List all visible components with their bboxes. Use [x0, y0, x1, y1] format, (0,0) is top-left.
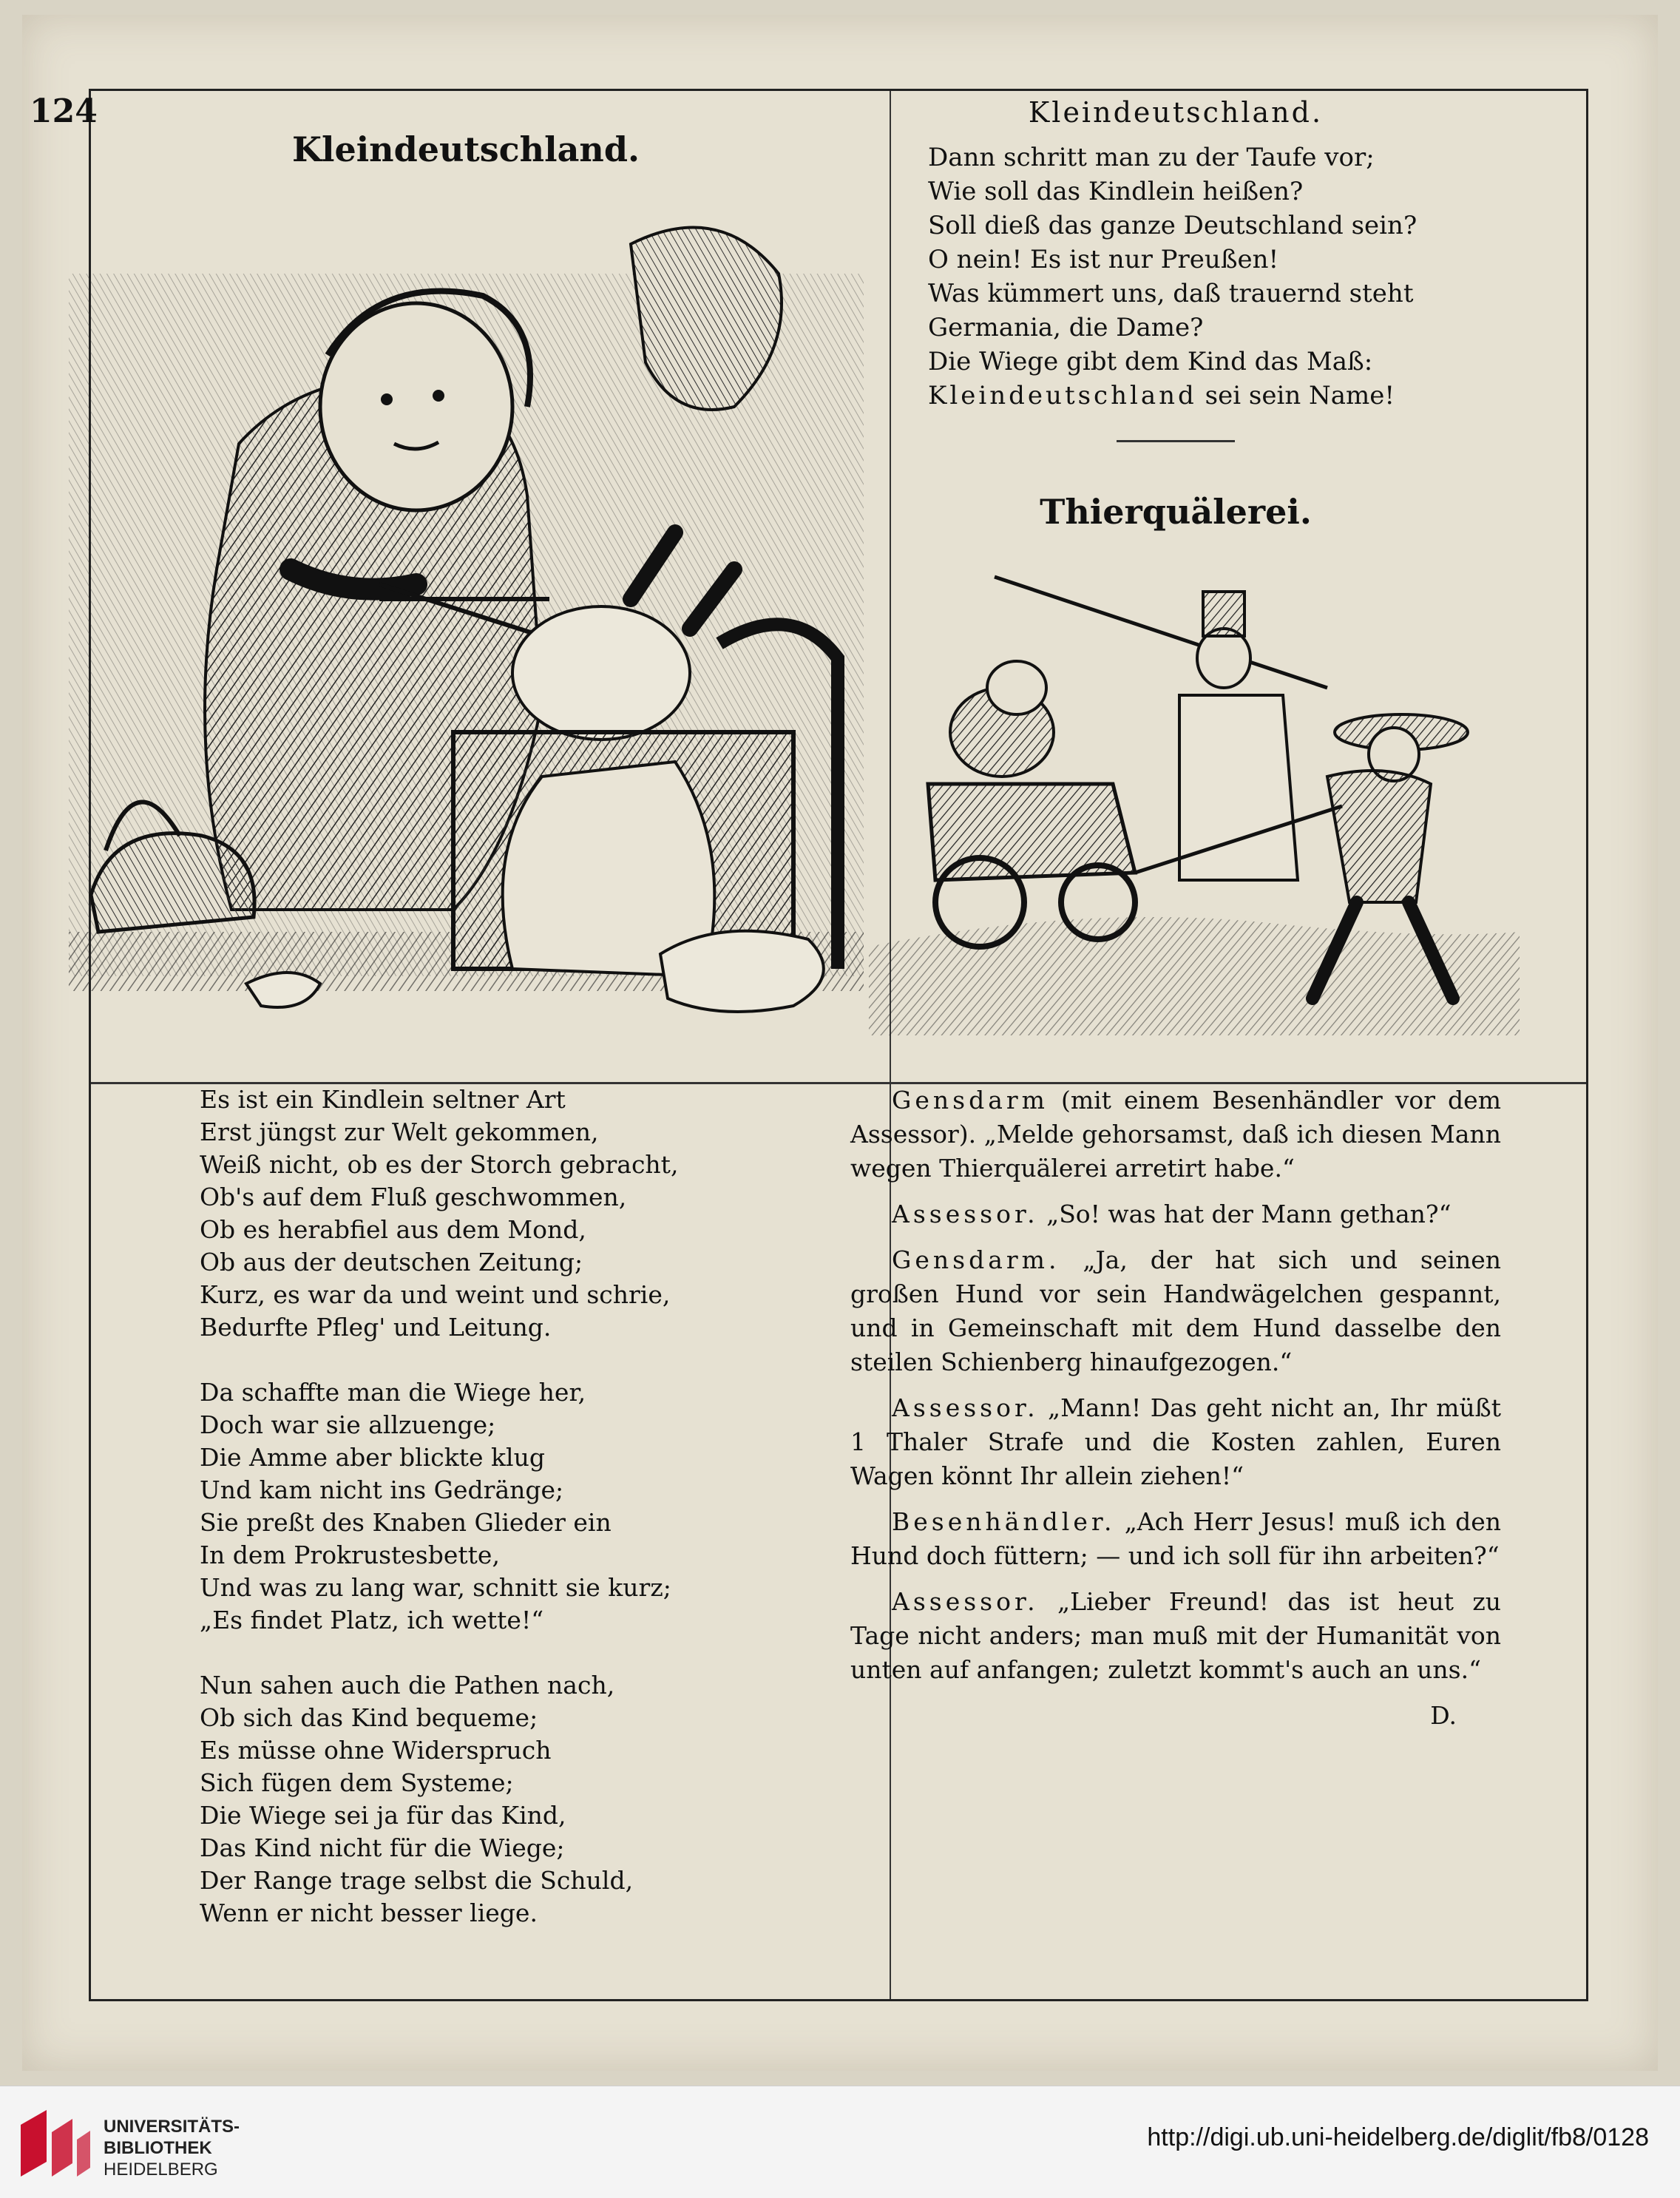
poem-line: Ob aus der deutschen Zeitung;	[200, 1248, 583, 1276]
poem-line: Nun sahen auch die Pathen nach,	[200, 1671, 615, 1700]
author-signature: D.	[1430, 1701, 1457, 1730]
page-number: 124	[30, 92, 98, 130]
poem-line: Es müsse ohne Widerspruch	[200, 1736, 552, 1765]
poem-line: Wie soll das Kindlein heißen?	[928, 177, 1304, 206]
stanza	[200, 1083, 678, 1344]
dialogue-paragraph	[850, 1083, 1501, 1186]
poem-line: Sich fügen dem Systeme;	[200, 1768, 514, 1797]
dialogue-text: „Lieber Freund! das ist heut zu Tage nicht anders; man muß mit der Humanität von unten auf anfangen; zuletzt kommt's auch an uns.“	[850, 1587, 1501, 1684]
poem-line: „Es findet Platz, ich wette!“	[200, 1606, 544, 1634]
permalink-url[interactable]: http://digi.ub.uni-heidelberg.de/diglit/fb8/0128	[1147, 2123, 1649, 2151]
poem-kleindeutschland	[200, 1083, 678, 1962]
library-name[interactable]	[104, 2116, 240, 2180]
poem-line: Die Amme aber blickte klug	[200, 1443, 545, 1472]
line-rest: sei sein Name!	[1196, 381, 1395, 410]
dialogue-text: „Mann! Das geht nicht an, Ihr müßt 1 Thaler Strafe und die Kosten zahlen, Euren Wagen könnt Ihr allein ziehen!“	[850, 1393, 1501, 1490]
viewer-footer	[0, 2086, 1680, 2198]
poem-line: Weiß nicht, ob es der Storch gebracht,	[200, 1150, 679, 1179]
speaker-name: Assessor.	[892, 1200, 1039, 1228]
library-name-line: UNIVERSITÄTS-	[104, 2117, 240, 2137]
poem-line: Dann schritt man zu der Taufe vor;	[928, 143, 1375, 172]
woodcut-nurse-cradle-illustration	[69, 185, 864, 1050]
dialogue-text: „Ja, der hat sich und seinen großen Hund vor sein Handwägelchen gespannt, und in Gemeinschaft mit dem Hund dasselbe den steilen Schienberg hinaufgezogen.“	[850, 1245, 1501, 1376]
poem-line: Da schaffte man die Wiege her,	[200, 1378, 586, 1407]
stanza	[200, 1376, 678, 1637]
poem-line-final	[928, 379, 1417, 413]
poem-line: Der Range trage selbst die Schuld,	[200, 1866, 634, 1895]
poem-line: Kurz, es war da und weint und schrie,	[200, 1280, 671, 1309]
library-name-line: BIBLIOTHEK	[104, 2138, 212, 2158]
dialogue-text: „Ach Herr Jesus! muß ich den Hund doch füttern; — und ich soll für ihn arbeiten?“	[850, 1507, 1501, 1570]
speaker-name: Assessor.	[892, 1393, 1039, 1422]
dialogue-thierquaelerei	[850, 1083, 1501, 1733]
poem-line: Wenn er nicht besser liege.	[200, 1898, 538, 1927]
poem-line: In dem Prokrustesbette,	[200, 1541, 500, 1569]
article-title-right: Thierquälerei.	[1040, 492, 1312, 532]
running-head: Kleindeutschland.	[1028, 96, 1324, 129]
poem-line: Die Wiege gibt dem Kind das Maß:	[928, 347, 1373, 376]
poem-line: Bedurfte Pfleg' und Leitung.	[200, 1313, 552, 1342]
article-title-left: Kleindeutschland.	[291, 129, 640, 169]
poem-continuation	[928, 141, 1417, 413]
poem-line: Ob sich das Kind bequeme;	[200, 1703, 538, 1732]
dialogue-paragraph	[850, 1585, 1501, 1687]
section-separator	[1117, 440, 1235, 442]
dialogue-text: (mit einem Besenhändler vor dem Assessor). „Melde gehorsamst, daß ich diesen Mann wegen Thierquälerei arretirt habe.“	[850, 1086, 1501, 1183]
speaker-name: Besenhändler.	[892, 1507, 1116, 1536]
poem-line: Das Kind nicht für die Wiege;	[200, 1833, 565, 1862]
poem-line: Die Wiege sei ja für das Kind,	[200, 1801, 566, 1830]
poem-line: Soll dieß das ganze Deutschland sein?	[928, 211, 1418, 240]
poem-line: Sie preßt des Knaben Glieder ein	[200, 1508, 612, 1537]
stanza	[200, 1669, 678, 1930]
poem-line: Ob es herabfiel aus dem Mond,	[200, 1215, 586, 1244]
dialogue-paragraph	[850, 1391, 1501, 1493]
poem-line: Und was zu lang war, schnitt sie kurz;	[200, 1573, 671, 1602]
woodcut-dog-cart-illustration	[869, 562, 1520, 1050]
poem-line: Es ist ein Kindlein seltner Art	[200, 1085, 566, 1114]
speaker-name: Gensdarm	[892, 1086, 1049, 1115]
poem-line: Ob's auf dem Fluß geschwommen,	[200, 1183, 627, 1211]
poem-line: O nein! Es ist nur Preußen!	[928, 245, 1279, 274]
library-name-line: HEIDELBERG	[104, 2160, 218, 2180]
dialogue-paragraph	[850, 1197, 1501, 1231]
dialogue-paragraph	[850, 1243, 1501, 1379]
poem-line: Was kümmert uns, daß trauernd steht	[928, 279, 1414, 308]
library-logo-icon[interactable]	[13, 2103, 95, 2184]
speaker-name: Assessor.	[892, 1587, 1039, 1616]
poem-line: Germania, die Dame?	[928, 313, 1204, 342]
poem-line: Doch war sie allzuenge;	[200, 1410, 496, 1439]
poem-line: Erst jüngst zur Welt gekommen,	[200, 1117, 599, 1146]
speaker-name: Gensdarm.	[892, 1245, 1060, 1274]
dialogue-text: „So! was hat der Mann gethan?“	[1038, 1200, 1452, 1228]
dialogue-paragraph	[850, 1505, 1501, 1573]
emphasized-word: Kleindeutschland	[928, 381, 1197, 410]
poem-line: Und kam nicht ins Gedränge;	[200, 1475, 564, 1504]
